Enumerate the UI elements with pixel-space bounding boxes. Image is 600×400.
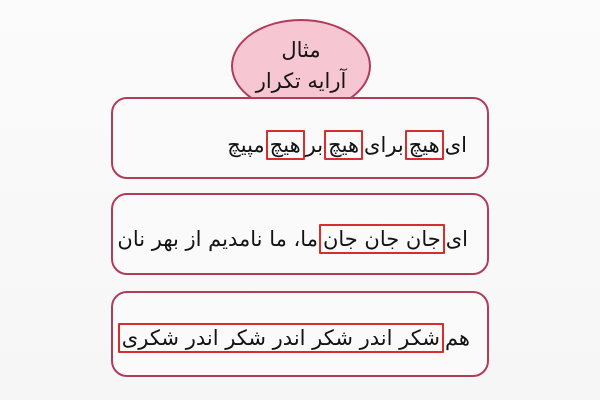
example-box-3 xyxy=(111,291,489,377)
example-2-part-2: ما، ما نامدیم از بهر نان xyxy=(117,227,318,251)
example-2-highlight-1: جان جان جان xyxy=(319,224,445,254)
example-2-part-1: ای xyxy=(445,227,468,251)
example-1-part-3: بر xyxy=(305,133,324,157)
example-line-1 xyxy=(227,130,467,160)
example-line-3 xyxy=(117,323,470,353)
example-1-highlight-3: هیچ xyxy=(266,130,305,160)
example-box-1 xyxy=(111,97,489,179)
title-line-1: مثال xyxy=(281,38,321,62)
example-1-part-1: ای xyxy=(444,133,467,157)
example-1-highlight-1: هیچ xyxy=(405,130,444,160)
example-3-highlight-1: شکر اندر شکر اندر شکر اندر شکری xyxy=(118,323,444,353)
example-3-part-1: هم xyxy=(444,326,470,350)
title-line-2: آرایه تکرار xyxy=(255,69,347,93)
example-1-highlight-2: هیچ xyxy=(324,130,363,160)
example-box-2 xyxy=(111,193,489,275)
example-1-part-2: برای xyxy=(364,133,404,157)
example-line-2 xyxy=(117,224,468,254)
example-1-part-4: مپیچ xyxy=(227,133,265,157)
